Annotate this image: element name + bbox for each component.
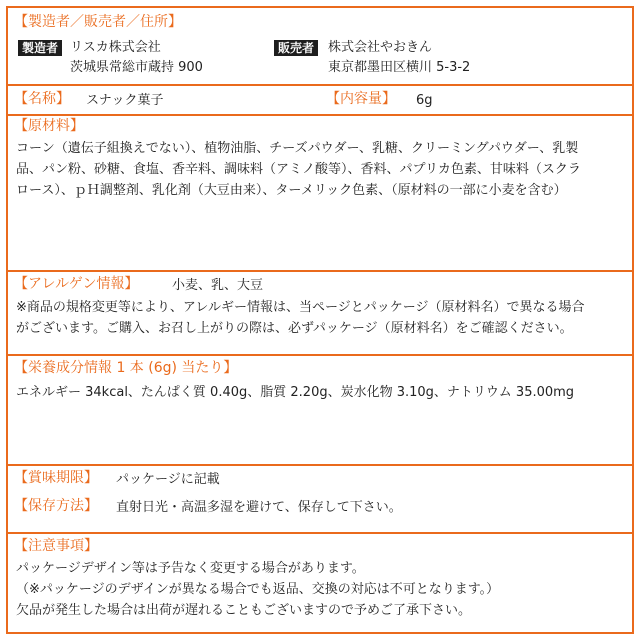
product-info-panel	[6, 6, 634, 634]
name-value: スナック菓子	[86, 93, 164, 108]
storage-label: 【保存方法】	[14, 498, 98, 514]
name-label: 【名称】	[14, 91, 70, 107]
quantity-value: 6g	[416, 93, 433, 108]
divider-expiry	[8, 464, 632, 466]
seller-tag: 販売者	[274, 40, 318, 56]
ingredients-line-1: コーン（遺伝子組換えでない）、植物油脂、チーズパウダー、乳糖、クリーミングパウダー、乳製	[16, 141, 579, 156]
divider-notice	[8, 532, 632, 534]
divider-nutrition	[8, 354, 632, 356]
allergens-heading: 【アレルゲン情報】	[14, 276, 139, 292]
divider-ingredients	[8, 114, 632, 116]
quantity-label: 【内容量】	[326, 91, 396, 107]
nutrition-heading: 【栄養成分情報 1 本 (6g) 当たり】	[14, 360, 238, 376]
ingredients-heading: 【原材料】	[14, 118, 84, 134]
maker-heading: 【製造者／販売者／住所】	[14, 14, 182, 30]
seller-name: 株式会社やおきん	[328, 40, 433, 55]
notice-line-1: パッケージデザイン等は予告なく変更する場合があります。	[16, 561, 365, 576]
allergens-value: 小麦、乳、大豆	[172, 278, 264, 293]
manufacturer-address: 茨城県常総市蔵持 900	[70, 60, 203, 75]
notice-heading: 【注意事項】	[14, 538, 98, 554]
expiry-label: 【賞味期限】	[14, 470, 98, 486]
ingredients-line-2: 品、パン粉、砂糖、食塩、香辛料、調味料（アミノ酸等）、香料、パプリカ色素、甘味料（スクラ	[16, 162, 581, 177]
nutrition-values: エネルギー 34kcal、たんぱく質 0.40g、脂質 2.20g、炭水化物 3.10g、ナトリウム 35.00mg	[16, 385, 575, 400]
ingredients-line-3: ロース）、ｐＨ調整剤、乳化剤（大豆由来）、ターメリック色素、（原材料の一部に小麦を含む）	[16, 183, 567, 198]
manufacturer-name: リスカ株式会社	[70, 40, 161, 55]
allergens-note-line-1: ※商品の規格変更等により、アレルギー情報は、当ページとパッケージ（原材料名）で異なる場合	[16, 300, 585, 315]
expiry-value: パッケージに記載	[116, 472, 220, 487]
divider-allergens	[8, 270, 632, 272]
manufacturer-tag: 製造者	[18, 40, 62, 56]
seller-address: 東京都墨田区横川 5-3-2	[328, 60, 471, 75]
divider-product	[8, 84, 632, 86]
allergens-note-line-2: がございます。ご購入、お召し上がりの際は、必ずパッケージ（原材料名）をご確認ください。	[16, 321, 573, 336]
notice-line-2: （※パッケージのデザインが異なる場合でも返品、交換の対応は不可となります。）	[16, 582, 500, 597]
storage-value: 直射日光・高温多湿を避けて、保存して下さい。	[116, 500, 402, 515]
notice-line-3: 欠品が発生した場合は出荷が遅れることもございますので予めご了承下さい。	[16, 603, 472, 618]
